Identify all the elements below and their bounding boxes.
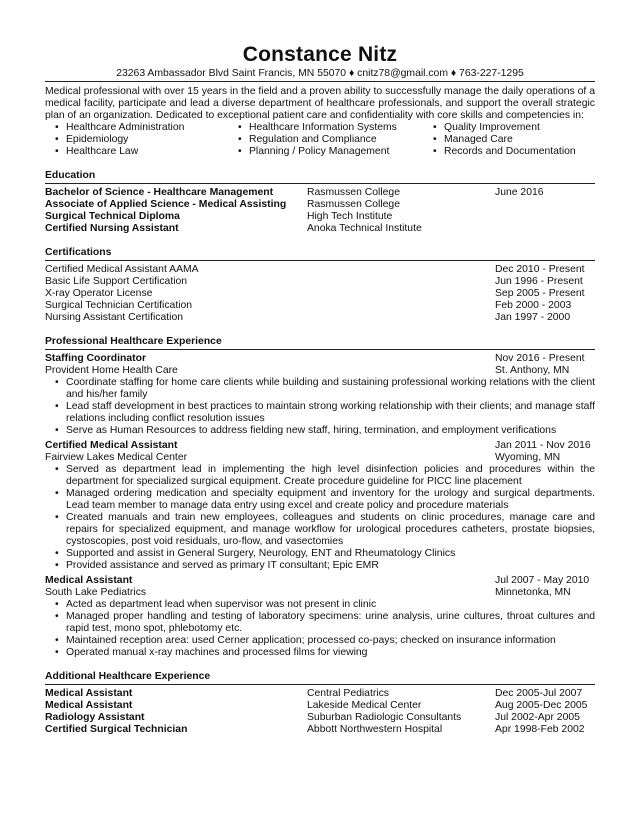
additional-row <box>45 688 595 700</box>
graduation-date <box>495 211 595 223</box>
skill-item: • Planning / Policy Management <box>238 146 433 158</box>
certification-row <box>45 300 595 312</box>
additional-title: Radiology Assistant <box>45 712 145 723</box>
additional-dates: Jul 2002-Apr 2005 <box>495 712 580 723</box>
job-location: St. Anthony, MN <box>495 365 570 376</box>
additional-dates: Dec 2005-Jul 2007 <box>495 688 583 699</box>
job-employer: South Lake Pediatrics <box>45 587 147 598</box>
certifications-list <box>45 264 595 324</box>
school: Rasmussen College <box>307 199 400 210</box>
job-location: Minnetonka, MN <box>495 587 571 598</box>
section-heading-certifications: Certifications <box>45 247 112 258</box>
school: Rasmussen College <box>307 187 400 198</box>
additional-dates: Apr 1998-Feb 2002 <box>495 724 585 735</box>
skill-item: • Regulation and Compliance <box>238 134 433 146</box>
job-bullets <box>55 377 595 437</box>
additional-row <box>45 712 595 724</box>
degree: Certified Nursing Assistant <box>45 223 179 234</box>
job-title: Staffing Coordinator <box>45 353 147 364</box>
job-bullet: • Supported and assist in General Surgery, Neurology, ENT and Rheumatology Clinics <box>55 548 595 560</box>
skills-column <box>433 122 603 158</box>
degree: Surgical Technical Diploma <box>45 211 180 222</box>
job-bullets <box>55 599 595 659</box>
education-list <box>45 187 595 235</box>
job-bullet: • Maintained reception area: used Cerner application; processed co-pays; checked on insurance information <box>55 635 595 647</box>
additional-title: Medical Assistant <box>45 688 133 699</box>
skill-item: • Managed Care <box>433 134 603 146</box>
job-bullet: • Operated manual x-ray machines and processed films for viewing <box>55 647 595 659</box>
education-row <box>45 211 595 223</box>
education-row <box>45 223 595 235</box>
skill-item: • Healthcare Information Systems <box>238 122 433 134</box>
certification-date: Sep 2005 - Present <box>495 288 585 299</box>
job-bullet: • Serve as Human Resources to address fielding new staff, hiring, termination, and employment verifications <box>55 425 595 437</box>
school: High Tech Institute <box>307 211 393 222</box>
skills-column <box>55 122 238 158</box>
job-title: Medical Assistant <box>45 575 133 586</box>
job-bullet: • Provided assistance and served as primary IT consultant; Epic EMR <box>55 560 595 572</box>
graduation-date: June 2016 <box>495 187 544 198</box>
resume-page <box>45 44 595 736</box>
job-bullet: • Coordinate staffing for home care clients while building and sustaining professional working relations with the client and his/her family <box>55 377 595 401</box>
job-title: Certified Medical Assistant <box>45 440 178 451</box>
job-entry <box>45 353 595 437</box>
certification-date: Jun 1996 - Present <box>495 276 583 287</box>
certification-row <box>45 312 595 324</box>
certification-name: Certified Medical Assistant AAMA <box>45 264 199 275</box>
graduation-date <box>495 223 595 235</box>
job-dates: Jan 2011 - Nov 2016 <box>495 440 591 451</box>
header-divider <box>45 81 595 82</box>
job-employer-row <box>45 587 595 599</box>
certification-date: Jan 1997 - 2000 <box>495 312 571 323</box>
job-title-row <box>45 353 595 365</box>
job-title-row <box>45 575 595 587</box>
additional-row <box>45 724 595 736</box>
graduation-date <box>495 199 595 211</box>
job-employer: Provident Home Health Care <box>45 365 178 376</box>
certification-row <box>45 264 595 276</box>
certification-row <box>45 276 595 288</box>
job-bullet: • Served as department lead in implementing the high level disinfection policies and procedures within the department for specialized surgical equipment. Create procedure guideline for PICC line placement <box>55 464 595 488</box>
certification-date: Feb 2000 - 2003 <box>495 300 572 311</box>
job-bullet: • Created manuals and train new employees, colleagues and students on clinic procedures, manage care and repairs for specialized equipment, and manage workflow for urological procedures catheters, prostate biopsies, cystoscopies, post void residuals, uro-flow, and vasectomies <box>55 512 595 548</box>
education-row <box>45 199 595 211</box>
section-heading-education: Education <box>45 170 96 181</box>
job-dates: Nov 2016 - Present <box>495 353 585 364</box>
contact-line: 23263 Ambassador Blvd Saint Francis, MN 55070 ♦ cnitz78@gmail.com ♦ 763-227-1295 <box>116 68 524 79</box>
job-location: Wyoming, MN <box>495 452 561 463</box>
section-divider <box>45 183 595 184</box>
job-entry <box>45 575 595 659</box>
certification-name: Nursing Assistant Certification <box>45 312 184 323</box>
certification-name: X-ray Operator License <box>45 288 153 299</box>
education-row <box>45 187 595 199</box>
skill-item: • Healthcare Administration <box>55 122 238 134</box>
candidate-name: Constance Nitz <box>242 43 398 66</box>
school: Anoka Technical Institute <box>307 223 422 234</box>
additional-row <box>45 700 595 712</box>
certification-date: Dec 2010 - Present <box>495 264 585 275</box>
job-employer-row <box>45 365 595 377</box>
section-heading-experience: Professional Healthcare Experience <box>45 336 222 347</box>
job-bullet: • Acted as department lead when supervisor was not present in clinic <box>55 599 595 611</box>
job-bullets <box>55 464 595 572</box>
skill-item: • Epidemiology <box>55 134 238 146</box>
experience-list <box>45 353 595 659</box>
job-bullet: • Managed proper handling and testing of laboratory specimens: urine analysis, urine cultures, throat cultures and rapid test, mono spot, phlebotomy etc. <box>55 611 595 635</box>
job-bullet: • Managed ordering medication and specialty equipment and inventory for the urology and surgical departments. Lead team member to manage data entry using excel and create policy and procedure materials <box>55 488 595 512</box>
section-divider <box>45 684 595 685</box>
degree: Bachelor of Science - Healthcare Management <box>45 187 274 198</box>
skill-item: • Records and Documentation <box>433 146 603 158</box>
certification-row <box>45 288 595 300</box>
certification-name: Surgical Technician Certification <box>45 300 193 311</box>
job-title-row <box>45 440 595 452</box>
section-heading-additional: Additional Healthcare Experience <box>45 671 211 682</box>
section-divider <box>45 260 595 261</box>
additional-employer: Suburban Radiologic Consultants <box>307 712 462 723</box>
certification-name: Basic Life Support Certification <box>45 276 188 287</box>
skill-item: • Healthcare Law <box>55 146 238 158</box>
job-bullet: • Lead staff development in best practices to maintain strong working relationship with their clients; and manage staff relations including conflict resolution issues <box>55 401 595 425</box>
job-employer: Fairview Lakes Medical Center <box>45 452 188 463</box>
additional-employer: Central Pediatrics <box>307 688 390 699</box>
job-dates: Jul 2007 - May 2010 <box>495 575 590 586</box>
skills-column <box>238 122 433 158</box>
additional-employer: Lakeside Medical Center <box>307 700 422 711</box>
additional-title: Certified Surgical Technician <box>45 724 188 735</box>
additional-title: Medical Assistant <box>45 700 133 711</box>
summary-paragraph: Medical professional with over 15 years in the field and a proven ability to successfully manage the daily operations of a medical facility, participate and lead a diverse department of healthcare professionals, and support the overall strategic plan of an organization. Dedicated to exceptional patient care and confidentiality with core skills and competencies in: <box>45 86 595 121</box>
skill-item: • Quality Improvement <box>433 122 603 134</box>
job-employer-row <box>45 452 595 464</box>
additional-employer: Abbott Northwestern Hospital <box>307 724 443 735</box>
degree: Associate of Applied Science - Medical Assisting <box>45 199 287 210</box>
job-entry <box>45 440 595 572</box>
additional-dates: Aug 2005-Dec 2005 <box>495 700 588 711</box>
skills-list <box>55 122 595 158</box>
section-divider <box>45 349 595 350</box>
additional-experience-list <box>45 688 595 736</box>
